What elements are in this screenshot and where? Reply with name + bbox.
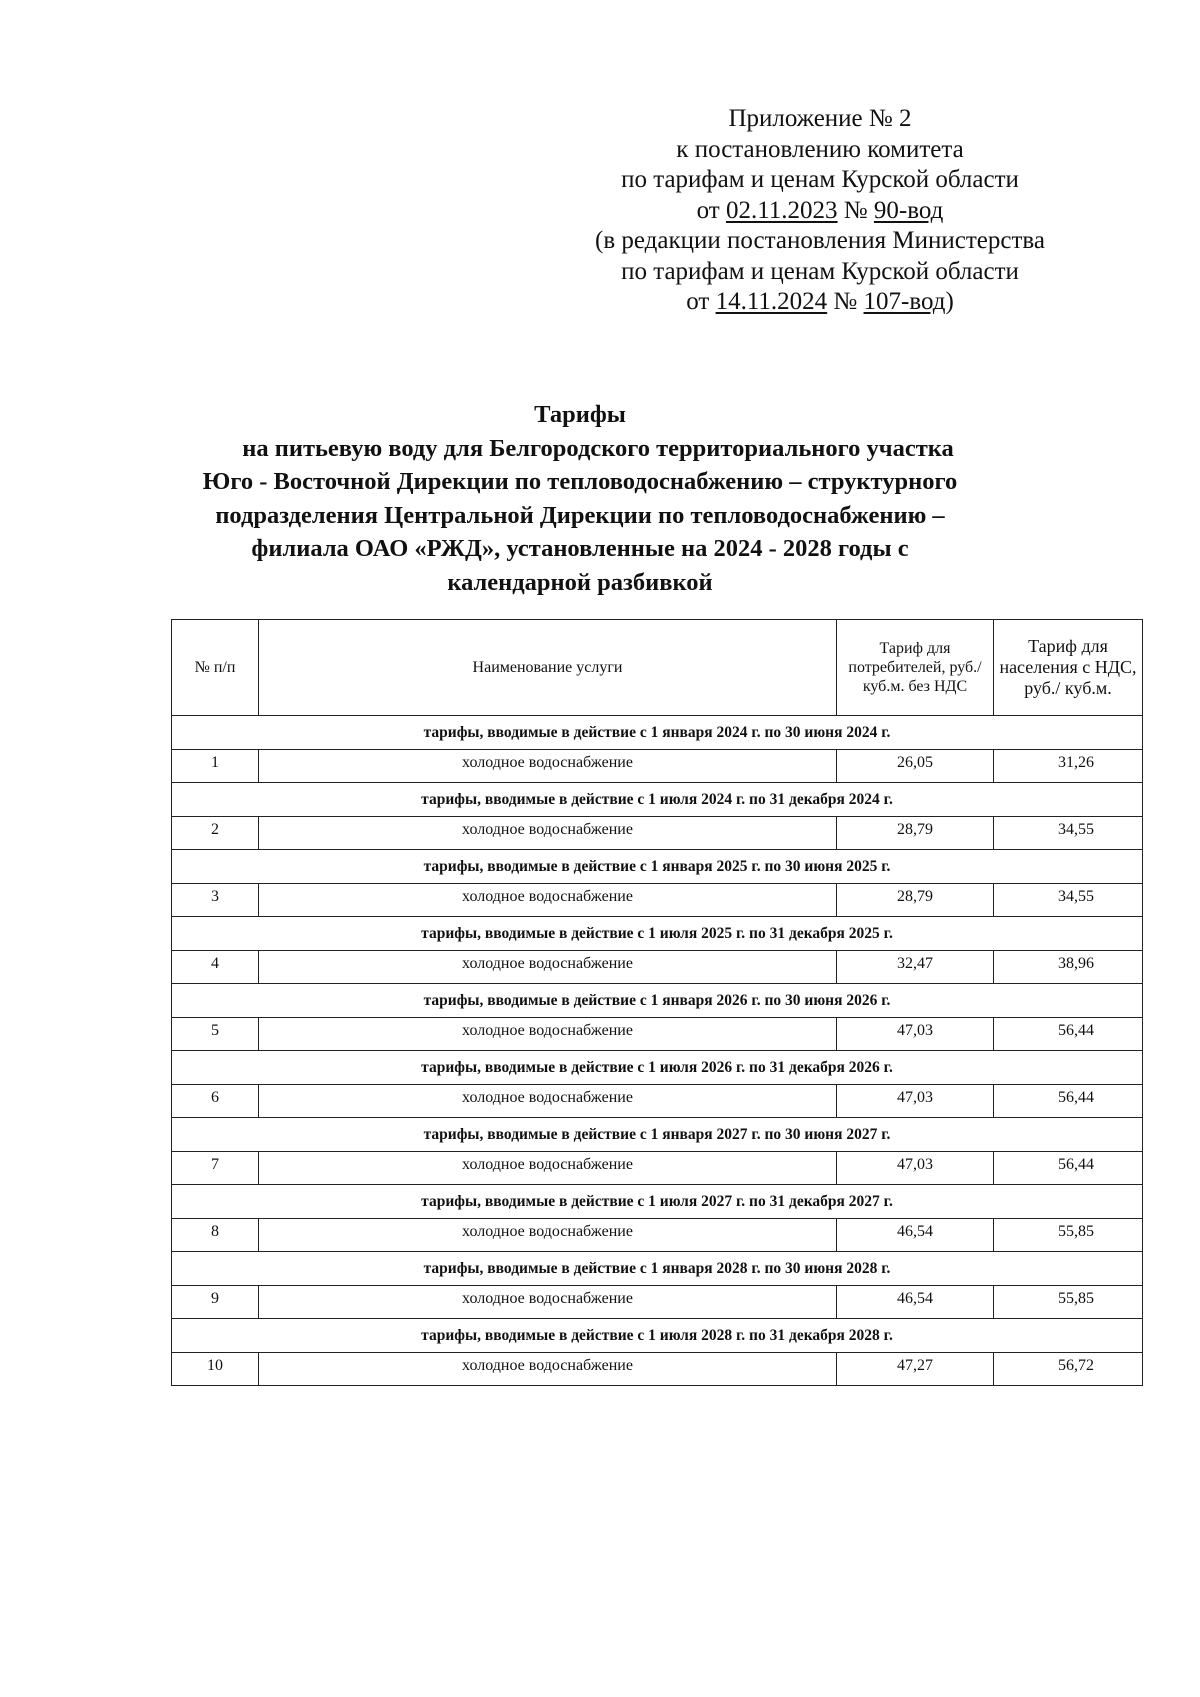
- period-label: тарифы, вводимые в действие с 1 января 2026 г. по 30 июня 2026 г.: [172, 984, 1143, 1018]
- table-row: [172, 1018, 1143, 1051]
- population-tariff-value: 34,55: [994, 817, 1143, 850]
- title-line: на питьевую воду для Белгородского территориального участка: [242, 434, 954, 462]
- tariffs-table-body: [172, 716, 1143, 1386]
- appendix-amendment-decree-line: [560, 287, 1080, 318]
- title-line: календарной разбивкой: [447, 568, 713, 596]
- header-service-name: Наименование услуги: [259, 620, 837, 716]
- consumers-tariff-value: 47,03: [837, 1018, 994, 1051]
- title-heading: Тарифы: [534, 401, 626, 428]
- tariffs-table: [171, 619, 1143, 1386]
- period-label: тарифы, вводимые в действие с 1 января 2028 г. по 30 июня 2028 г.: [172, 1252, 1143, 1286]
- period-label: тарифы, вводимые в действие с 1 января 2024 г. по 30 июня 2024 г.: [172, 716, 1143, 750]
- amendment-date-prefix: от: [686, 288, 710, 315]
- service-name: холодное водоснабжение: [259, 884, 837, 917]
- service-name: холодное водоснабжение: [259, 1018, 837, 1051]
- appendix-header: [560, 104, 1080, 318]
- row-number: 8: [172, 1219, 259, 1252]
- appendix-decree-line: [560, 196, 1080, 227]
- table-row: [172, 750, 1143, 783]
- period-row: [172, 917, 1143, 951]
- period-row: [172, 783, 1143, 817]
- row-number: 6: [172, 1085, 259, 1118]
- period-row: [172, 1118, 1143, 1152]
- consumers-tariff-value: 47,27: [837, 1353, 994, 1386]
- table-row: [172, 1353, 1143, 1386]
- service-name: холодное водоснабжение: [259, 817, 837, 850]
- population-tariff-value: 34,55: [994, 884, 1143, 917]
- table-row: [172, 1152, 1143, 1185]
- population-tariff-value: 56,44: [994, 1085, 1143, 1118]
- period-row: [172, 716, 1143, 750]
- decree-number-sign: №: [843, 196, 868, 224]
- table-row: [172, 1085, 1143, 1118]
- period-label: тарифы, вводимые в действие с 1 июля 2027 г. по 31 декабря 2027 г.: [172, 1185, 1143, 1219]
- appendix-committee-line: по тарифам и ценам Курской области: [621, 166, 1019, 193]
- decree-date: 02.11.2023: [725, 196, 838, 224]
- row-number: 10: [172, 1353, 259, 1386]
- row-number: 1: [172, 750, 259, 783]
- consumers-tariff-value: 26,05: [837, 750, 994, 783]
- appendix-ref-line: к постановлению комитета: [676, 135, 964, 163]
- table-row: [172, 1219, 1143, 1252]
- amendment-date: 14.11.2024: [715, 288, 828, 315]
- amendment-number: 107-вод: [863, 288, 946, 315]
- period-row: [172, 1051, 1143, 1085]
- service-name: холодное водоснабжение: [259, 1286, 837, 1319]
- period-row: [172, 984, 1143, 1018]
- consumers-tariff-value: 28,79: [837, 884, 994, 917]
- appendix-number: Приложение № 2: [728, 105, 912, 132]
- population-tariff-value: 55,85: [994, 1286, 1143, 1319]
- service-name: холодное водоснабжение: [259, 1353, 837, 1386]
- consumers-tariff-value: 47,03: [837, 1152, 994, 1185]
- table-header-row: [172, 620, 1143, 716]
- row-number: 9: [172, 1286, 259, 1319]
- population-tariff-value: 56,44: [994, 1018, 1143, 1051]
- consumers-tariff-value: 46,54: [837, 1286, 994, 1319]
- population-tariff-value: 31,26: [994, 750, 1143, 783]
- period-label: тарифы, вводимые в действие с 1 июля 2026 г. по 31 декабря 2026 г.: [172, 1051, 1143, 1085]
- population-tariff-value: 56,72: [994, 1353, 1143, 1386]
- row-number: 4: [172, 951, 259, 984]
- service-name: холодное водоснабжение: [259, 1085, 837, 1118]
- service-name: холодное водоснабжение: [259, 1219, 837, 1252]
- consumers-tariff-value: 47,03: [837, 1085, 994, 1118]
- population-tariff-value: 55,85: [994, 1219, 1143, 1252]
- title-line: подразделения Центральной Дирекции по тепловодоснабжению –: [215, 501, 945, 529]
- consumers-tariff-value: 46,54: [837, 1219, 994, 1252]
- row-number: 7: [172, 1152, 259, 1185]
- row-number: 2: [172, 817, 259, 850]
- decree-date-prefix: от: [696, 196, 720, 224]
- service-name: холодное водоснабжение: [259, 1152, 837, 1185]
- appendix-amendment-line: (в редакции постановления Министерства: [595, 227, 1045, 254]
- appendix-ministry-line: по тарифам и ценам Курской области: [621, 257, 1019, 285]
- table-row: [172, 884, 1143, 917]
- service-name: холодное водоснабжение: [259, 750, 837, 783]
- period-row: [172, 1185, 1143, 1219]
- period-label: тарифы, вводимые в действие с 1 июля 2028 г. по 31 декабря 2028 г.: [172, 1319, 1143, 1353]
- header-consumers-tariff: Тариф для потребителей, руб./ куб.м. без НДС: [837, 620, 994, 716]
- period-row: [172, 1252, 1143, 1286]
- period-label: тарифы, вводимые в действие с 1 июля 2024 г. по 31 декабря 2024 г.: [172, 783, 1143, 817]
- table-row: [172, 1286, 1143, 1319]
- consumers-tariff-value: 32,47: [837, 951, 994, 984]
- consumers-tariff-value: 28,79: [837, 817, 994, 850]
- header-population-tariff: Тариф для населения с НДС, руб./ куб.м.: [994, 620, 1143, 716]
- population-tariff-value: 56,44: [994, 1152, 1143, 1185]
- service-name: холодное водоснабжение: [259, 951, 837, 984]
- period-row: [172, 1319, 1143, 1353]
- table-row: [172, 951, 1143, 984]
- row-number: 3: [172, 884, 259, 917]
- row-number: 5: [172, 1018, 259, 1051]
- population-tariff-value: 38,96: [994, 951, 1143, 984]
- document-title: [150, 398, 1010, 599]
- amendment-close-paren: ): [945, 288, 954, 315]
- title-line: филиала ОАО «РЖД», установленные на 2024 - 2028 годы с: [251, 535, 909, 562]
- period-label: тарифы, вводимые в действие с 1 января 2025 г. по 30 июня 2025 г.: [172, 850, 1143, 884]
- period-label: тарифы, вводимые в действие с 1 июля 2025 г. по 31 декабря 2025 г.: [172, 917, 1143, 951]
- title-line: Юго - Восточной Дирекции по тепловодоснабжению – структурного: [202, 468, 958, 495]
- table-row: [172, 817, 1143, 850]
- period-label: тарифы, вводимые в действие с 1 января 2027 г. по 30 июня 2027 г.: [172, 1118, 1143, 1152]
- period-row: [172, 850, 1143, 884]
- decree-number: 90-вод: [873, 196, 944, 224]
- header-num: № п/п: [172, 620, 259, 716]
- amendment-number-sign: №: [833, 288, 858, 315]
